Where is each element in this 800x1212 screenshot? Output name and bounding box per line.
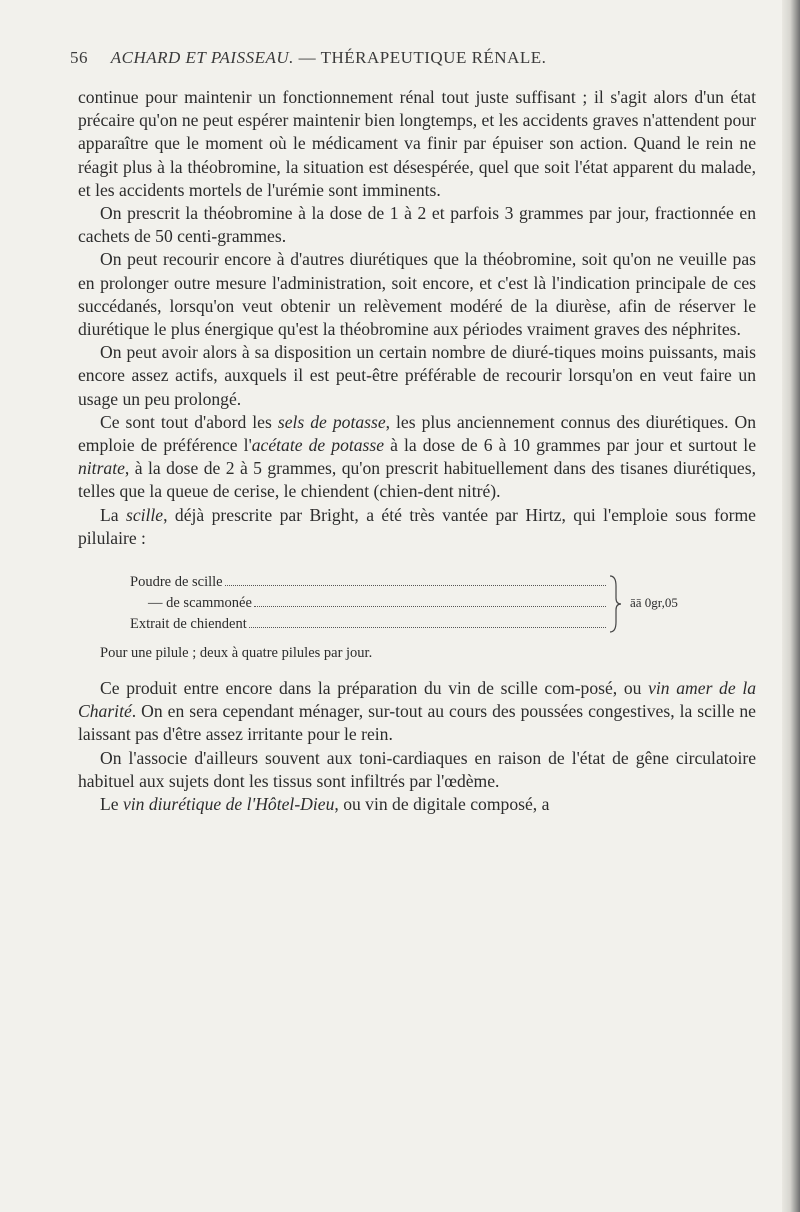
header-separator: —: [298, 48, 317, 67]
paragraph-diuretic-wine: Le vin diurétique de l'Hôtel-Dieu, ou vin de digitale composé, a: [100, 794, 550, 815]
curly-brace-icon: [608, 574, 622, 634]
running-header: [70, 48, 750, 68]
book-page-edge: [782, 0, 800, 1212]
ingredient-label: Extrait de chiendent: [130, 616, 247, 633]
header-section-title: THÉRAPEUTIQUE RÉNALE.: [320, 48, 547, 67]
ingredient-label: — de scammonée: [148, 595, 252, 612]
formula-row: [130, 572, 610, 593]
page-body: [78, 86, 756, 816]
term-nitrate: nitrate: [78, 458, 125, 479]
paragraph-cardiotonics: On l'associe d'ailleurs souvent aux toni-cardiaques en raison de l'état de gêne circulatoire habituel aux sujets dont les tissus sont infiltrés par l'œdème.: [78, 747, 756, 791]
paragraph-bitter-wine: Ce produit entre encore dans la préparation du vin de scille com-posé, ou vin amer de la Charité. On en sera cependant ménager, sur-tout au cours des poussées congestives, la scille ne laissant pas d'être assez irritante pour le rein.: [78, 678, 756, 745]
formula-row: [130, 593, 610, 614]
paragraph-squill: La scille, déjà prescrite par Bright, a été très vantée par Hirtz, qui l'emploie sous forme pilulaire :: [78, 504, 756, 548]
term-potassium-acetate: acétate de potasse: [251, 435, 385, 456]
paragraph-other-diuretics: On peut recourir encore à d'autres diurétiques que la théobromine, soit qu'on ne veuille pas en prolonger outre mesure l'administration, soit encore, et c'est là l'indication principale de ces succédanés, lorsqu'on veut obtenir un relèvement modéré de la diurèse, afin de réserver le diurétique le plus énergique qu'est la théobromine aux périodes vraiment graves des néphrites.: [78, 249, 756, 340]
paragraph-less-potent: On peut avoir alors à sa disposition un certain nombre de diuré-tiques moins puissants, mais encore assez actifs, auxquels il est peut-être préférable de recourir lorsqu'on en veut faire un usage un peu prolongé.: [78, 342, 756, 409]
paragraph-potassium-salts: Ce sont tout d'abord les sels de potasse, les plus anciennement connus des diurétiques. On emploie de préférence l'acétate de potasse à la dose de 6 à 10 grammes par jour et surtout le nitrate, à la dose de 2 à 5 grammes, qu'on prescrit habituellement dans des tisanes diurétiques, telles que la queue de cerise, le chiendent (chien-dent nitré).: [78, 411, 757, 502]
term-bitter-wine: vin amer de la Charité: [78, 678, 756, 722]
formula-dose: āā 0gr,05: [630, 595, 678, 611]
formula-note: Pour une pilule ; deux à quatre pilules par jour.: [100, 645, 373, 662]
term-diuretic-wine: vin diurétique de l'Hôtel-Dieu: [122, 794, 335, 815]
paragraph-continuation: continue pour maintenir un fonctionnement rénal tout juste suffisant ; il s'agit alors d'un état précaire qu'on ne peut espérer maintenir bien longtemps, et les accidents graves n'attendent pour apparaître que le moment où le médicament va finir par épuiser son action. Quand le rein ne réagit plus à la théobromine, la situation est désespérée, quel que soit l'état apparent du malade, et les accidents mortels de l'urémie sont imminents.: [78, 87, 756, 200]
page-number: 56: [70, 48, 88, 67]
term-potassium-salts: sels de potasse: [277, 411, 386, 432]
formula-row: [130, 614, 610, 635]
term-squill: scille: [125, 504, 164, 525]
header-authors: ACHARD ET PAISSEAU.: [110, 48, 294, 67]
ingredient-label: Poudre de scille: [130, 574, 223, 591]
prescription-formula: [130, 572, 678, 635]
paragraph-dosage: On prescrit la théobromine à la dose de 1 à 2 et parfois 3 grammes par jour, fractionnée en cachets de 50 centi-grammes.: [78, 203, 756, 247]
